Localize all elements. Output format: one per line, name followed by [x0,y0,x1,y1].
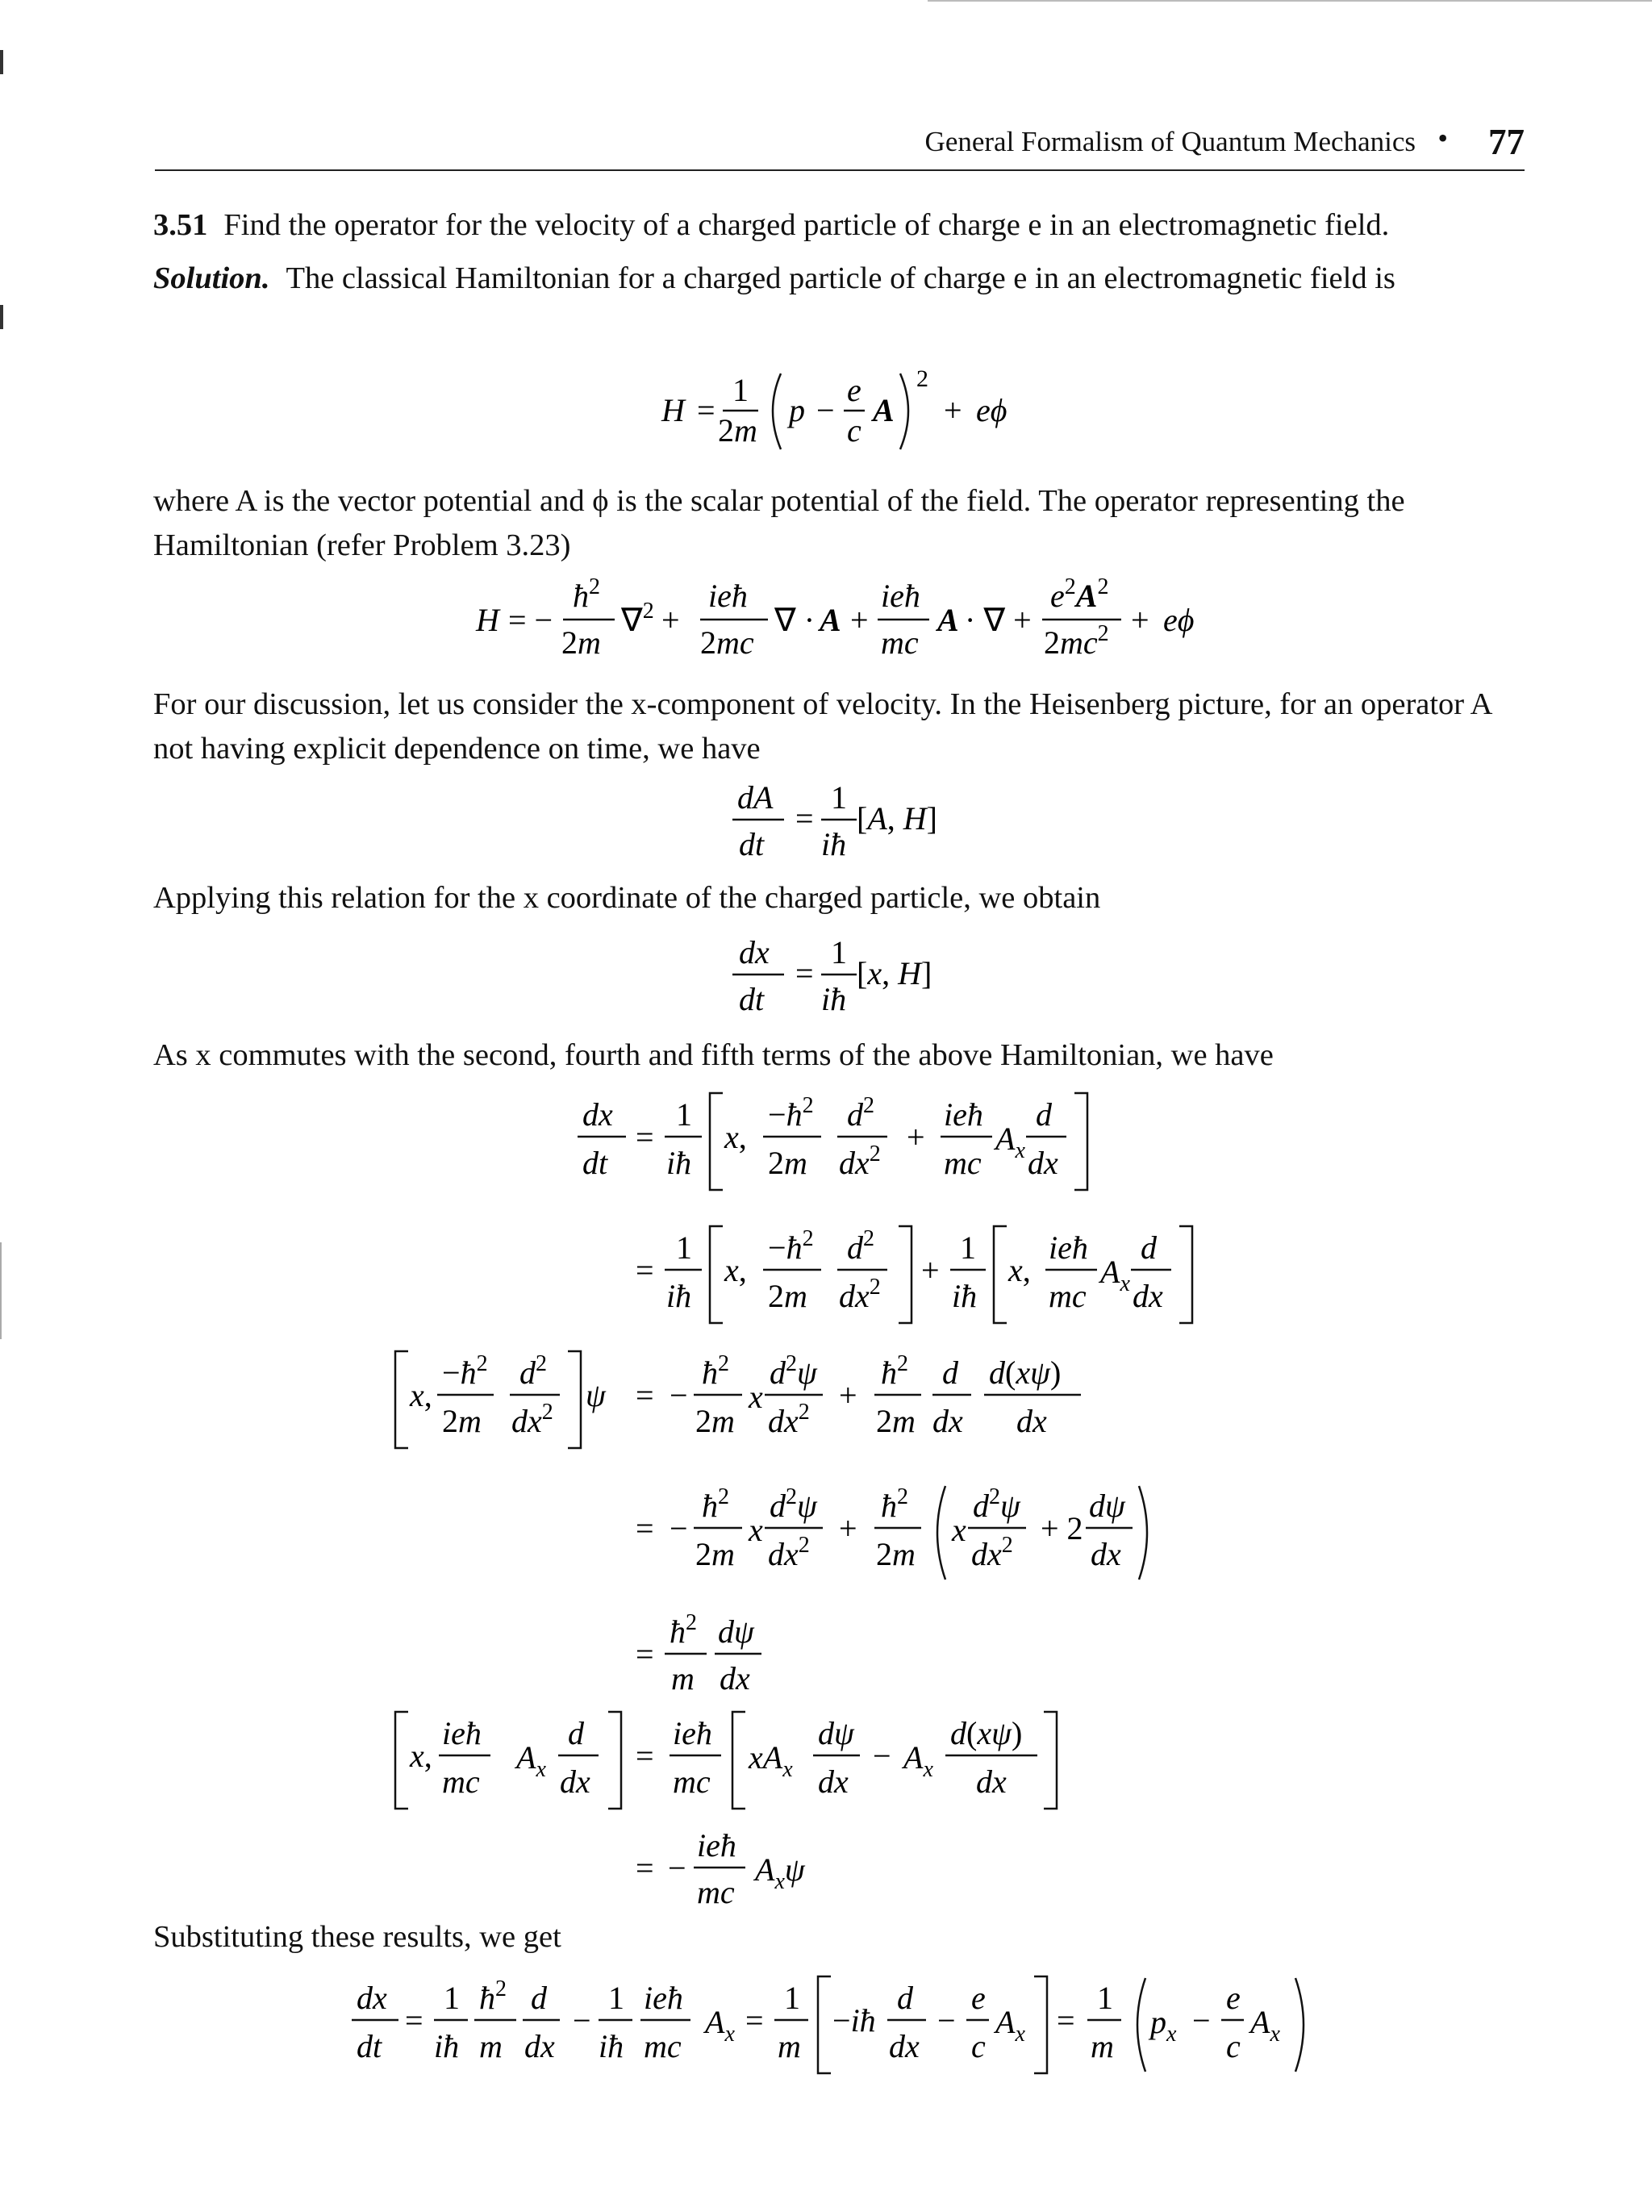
svg-text:dt: dt [582,1145,608,1181]
svg-text:+: + [839,1510,857,1546]
svg-text:eϕ: eϕ [976,392,1007,428]
svg-text:[x, H]: [x, H] [857,955,932,991]
paragraph-potentials: where A is the vector potential and ϕ is the scalar potential of the field. The operator representing the Hamiltonian (refer Problem 3.23) [153,484,1405,562]
solution-intro [153,257,1525,301]
svg-text:Ax: $A_x$ [995,1121,1025,1163]
svg-text:x,: x, [410,1738,432,1774]
svg-text:1: 1 [732,372,749,408]
svg-text:=: = [697,392,715,428]
svg-text:dψ: dψ [718,1613,754,1650]
svg-text:dx: dx [560,1763,590,1800]
svg-text:=: = [636,1738,654,1774]
svg-text:p: p [789,392,805,428]
paragraph-substituting: Substituting these results, we get [153,1920,561,1954]
svg-text:m: m [479,2028,503,2064]
svg-text:H: H [661,392,685,428]
page-number: 77 [1488,122,1525,162]
svg-text:= −: = − [508,602,553,638]
svg-text:−: − [670,1510,688,1546]
svg-text:1: 1 [444,1980,460,2016]
svg-text:m: m [1091,2028,1114,2064]
svg-text:ħ2: $ħ^2$ [702,1351,729,1391]
svg-text:−ħ2: $-ħ^2$ [768,1226,814,1266]
svg-text:d(xψ): d(xψ) [950,1715,1023,1751]
svg-text:2m: 2m [695,1403,735,1439]
svg-text:mc: mc [442,1763,480,1800]
svg-text:ħ2: $ħ^2$ [881,1351,908,1391]
problem-statement [153,203,1525,248]
svg-text:−: − [873,1738,891,1774]
svg-text:x: x [749,1379,763,1415]
svg-text:iħ: iħ [666,1145,692,1181]
svg-text:1: 1 [960,1229,976,1266]
svg-text:2mc2: $2mc^2$ [1044,621,1109,661]
svg-text:2m: 2m [876,1403,916,1439]
svg-text:dx: dx [582,1096,613,1133]
paragraph-commutes: As x commutes with the second, fourth and fifth terms of the above Hamiltonian, we have [153,1038,1274,1072]
svg-text:+: + [661,602,680,638]
svg-text:ieħ: ieħ [1049,1229,1088,1266]
svg-text:dx: dx [1091,1536,1121,1572]
svg-text:1: 1 [831,779,847,816]
svg-text:eϕ: eϕ [1163,602,1195,638]
svg-text:x,: x, [410,1377,432,1413]
equation-commutator-1-result [565,1605,807,1710]
svg-text:dx: dx [357,1980,387,2016]
svg-text:· ∇ +: · ∇ + [965,602,1032,638]
running-title: General Formalism of Quantum Mechanics [924,126,1416,157]
svg-text:2m: 2m [561,624,601,661]
svg-text:2m: 2m [876,1536,916,1572]
svg-text:A: A [820,602,841,638]
paragraph-applying: Applying this relation for the x coordinate of the charged particle, we obtain [153,881,1101,915]
svg-text:mc: mc [673,1763,711,1800]
svg-text:ieħ: ieħ [708,578,748,614]
svg-text:c: c [971,2028,986,2064]
svg-text:dx: dx [1133,1278,1163,1314]
svg-text:−iħ: −iħ [832,2002,876,2039]
svg-text:d(xψ): d(xψ) [989,1354,1062,1391]
svg-text:dx2: $dx^2$ [839,1141,881,1181]
svg-text:d2: $d^2$ [847,1226,874,1266]
svg-text:A: A [937,602,959,638]
scan-edge-mark [0,50,3,74]
svg-text:d2: $d^2$ [847,1093,874,1133]
svg-text:ħ2: $ħ^2$ [670,1610,697,1650]
svg-text:m: m [671,1660,695,1697]
svg-text:1: 1 [831,934,847,970]
svg-text:[A, H]: [A, H] [857,800,937,837]
svg-text:ħ2: $ħ^2$ [702,1484,729,1524]
svg-text:Ax: $A_x$ [1250,2004,1280,2047]
svg-text:ieħ: ieħ [881,578,920,614]
svg-text:=: = [636,1119,654,1155]
problem-number: 3.51 [153,208,208,242]
svg-text:d: d [942,1354,958,1391]
svg-text:1: 1 [676,1229,692,1266]
scan-edge-mark [0,305,3,329]
svg-text:x,: x, [1008,1252,1031,1288]
svg-text:x: x [952,1512,966,1548]
svg-text:dx: dx [720,1660,750,1697]
equation-final-result [339,1968,1339,2081]
svg-text:Ax: $A_x$ [705,2004,735,2047]
svg-text:Axψ: $A_x\psi$ [755,1851,805,1894]
svg-text:d: d [568,1715,584,1751]
header-bullet: • [1437,122,1448,154]
svg-text:−: − [573,2002,591,2039]
svg-text:+: + [921,1252,940,1288]
equation-heisenberg [718,773,976,870]
svg-text:2: 2 [916,365,928,392]
equation-commutator-2 [355,1704,1081,1817]
equation-commutator-1-expanded [565,1476,1210,1589]
svg-text:ħ2: $ħ^2$ [573,574,600,614]
svg-text:H: H [476,602,499,638]
svg-text:dx: dx [818,1763,849,1800]
svg-text:dx2: $dx^2$ [971,1533,1013,1572]
svg-text:ψ: ψ [586,1377,606,1413]
svg-text:2m: 2m [768,1278,807,1314]
svg-text:=: = [745,2002,764,2039]
equation-classical-hamiltonian [645,359,1081,464]
svg-text:mc: mc [944,1145,982,1181]
svg-text:1: 1 [676,1096,692,1133]
svg-text:=: = [1057,2002,1075,2039]
svg-text:=: = [795,800,814,837]
svg-text:dx: dx [932,1403,963,1439]
svg-text:ieħ: ieħ [644,1980,683,2016]
svg-text:=: = [795,955,814,991]
svg-text:ieħ: ieħ [442,1715,482,1751]
svg-text:e: e [971,1980,986,2016]
svg-text:dx2: $dx^2$ [511,1400,553,1439]
svg-text:=: = [405,2002,423,2039]
svg-text:ieħ: ieħ [697,1827,736,1864]
svg-text:+: + [1131,602,1149,638]
svg-text:px: $p_x$ [1150,2004,1177,2047]
svg-text:=: = [636,1850,654,1886]
svg-text:=: = [636,1252,654,1288]
equation-x-heisenberg [718,928,976,1025]
svg-text:∇2: ∇$^2$ [621,599,654,638]
svg-text:dx: dx [889,2028,920,2064]
svg-text:A: A [873,392,895,428]
paragraph-x-component: For our discussion, let us consider the x-component of velocity. In the Heisenberg picture, for an operator A not having explicit dependence on time, we have [153,687,1491,766]
svg-text:2mc: 2mc [700,624,754,661]
svg-text:dx: dx [1016,1403,1047,1439]
svg-text:−: − [937,2002,956,2039]
scan-edge-line [0,1242,2,1339]
svg-text:x,: x, [724,1252,747,1288]
svg-text:iħ: iħ [599,2028,624,2064]
svg-text:x,: x, [724,1119,747,1155]
svg-text:c: c [847,412,861,449]
svg-text:−: − [670,1377,688,1413]
svg-text:iħ: iħ [434,2028,460,2064]
svg-text:d2: $d^2$ [519,1351,547,1391]
svg-text:dt: dt [739,826,765,862]
svg-text:dA: dA [737,779,774,816]
svg-text:dx2: $dx^2$ [768,1400,810,1439]
svg-text:d: d [1141,1229,1157,1266]
svg-text:ħ2: $ħ^2$ [479,1976,507,2016]
svg-text:e: e [1226,1980,1241,2016]
svg-text:dx: dx [1028,1145,1058,1181]
svg-text:xAx: $xA_x$ [749,1739,793,1782]
svg-text:Ax: $A_x$ [516,1739,546,1782]
svg-text:−: − [668,1850,686,1886]
svg-text:1: 1 [608,1980,624,2016]
svg-text:Ax: $A_x$ [1100,1254,1130,1296]
svg-text:m: m [778,2028,801,2064]
svg-text:dx2: $dx^2$ [839,1275,881,1314]
svg-text:x: x [749,1512,763,1548]
svg-text:2m: 2m [718,412,757,449]
svg-text:∇ ·: ∇ · [774,602,816,638]
svg-text:−: − [816,392,835,428]
svg-text:2m: 2m [768,1145,807,1181]
svg-text:dx: dx [524,2028,555,2064]
svg-text:d: d [531,1980,547,2016]
svg-text:mc: mc [1049,1278,1087,1314]
svg-text:dx: dx [976,1763,1007,1800]
svg-text:mc: mc [644,2028,682,2064]
svg-text:+: + [850,602,869,638]
svg-text:d2ψ: $d^2\psi$ [973,1484,1020,1524]
svg-text:d2ψ: $d^2\psi$ [770,1484,817,1524]
svg-text:ieħ: ieħ [673,1715,712,1751]
svg-text:dt: dt [357,2028,382,2064]
svg-text:dt: dt [739,981,765,1017]
svg-text:dx: dx [739,934,770,970]
equation-dxdt-full [565,1085,1113,1198]
svg-text:iħ: iħ [952,1278,978,1314]
svg-text:dx2: $dx^2$ [768,1533,810,1572]
svg-text:ħ2: $ħ^2$ [881,1484,908,1524]
svg-text:=: = [636,1377,654,1413]
svg-text:1: 1 [1097,1980,1113,2016]
svg-text:Ax: $A_x$ [995,2004,1025,2047]
svg-text:d: d [897,1980,913,2016]
equation-commutator-2-result [565,1819,823,1924]
svg-text:e2A2: $e^2A^2$ [1050,574,1109,614]
equation-commutator-1 [355,1343,1129,1456]
equation-operator-hamiltonian [468,574,1226,671]
equation-dxdt-split [565,1218,1226,1331]
svg-text:1: 1 [784,1980,800,2016]
scan-top-edge [928,0,1652,2]
svg-text:mc: mc [697,1874,735,1910]
svg-text:c: c [1226,2028,1241,2064]
svg-text:iħ: iħ [821,826,847,862]
svg-text:d2ψ: $d^2\psi$ [770,1351,817,1391]
svg-text:2m: 2m [695,1536,735,1572]
svg-text:iħ: iħ [821,981,847,1017]
svg-text:dψ: dψ [818,1715,854,1751]
solution-label: Solution. [153,261,270,295]
page-header [155,119,1525,171]
svg-text:−: − [1192,2002,1211,2039]
svg-text:+: + [907,1119,925,1155]
svg-text:e: e [847,372,861,408]
svg-text:−ħ2: $-ħ^2$ [442,1351,488,1391]
solution-intro-text: The classical Hamiltonian for a charged particle of charge e in an electromagnetic field is [286,261,1395,295]
svg-text:2m: 2m [442,1403,482,1439]
svg-text:Ax: $A_x$ [903,1739,933,1782]
svg-text:+: + [839,1377,857,1413]
svg-text:iħ: iħ [666,1278,692,1314]
svg-text:=: = [636,1510,654,1546]
svg-text:+: + [944,392,962,428]
svg-text:=: = [636,1636,654,1672]
svg-text:mc: mc [881,624,919,661]
svg-text:ieħ: ieħ [944,1096,983,1133]
svg-text:d: d [1036,1096,1052,1133]
svg-text:−ħ2: $-ħ^2$ [768,1093,814,1133]
svg-text:dψ: dψ [1089,1488,1125,1524]
problem-text: Find the operator for the velocity of a charged particle of charge e in an electromagnetic field. [223,208,1390,242]
svg-text:+ 2: + 2 [1041,1510,1083,1546]
